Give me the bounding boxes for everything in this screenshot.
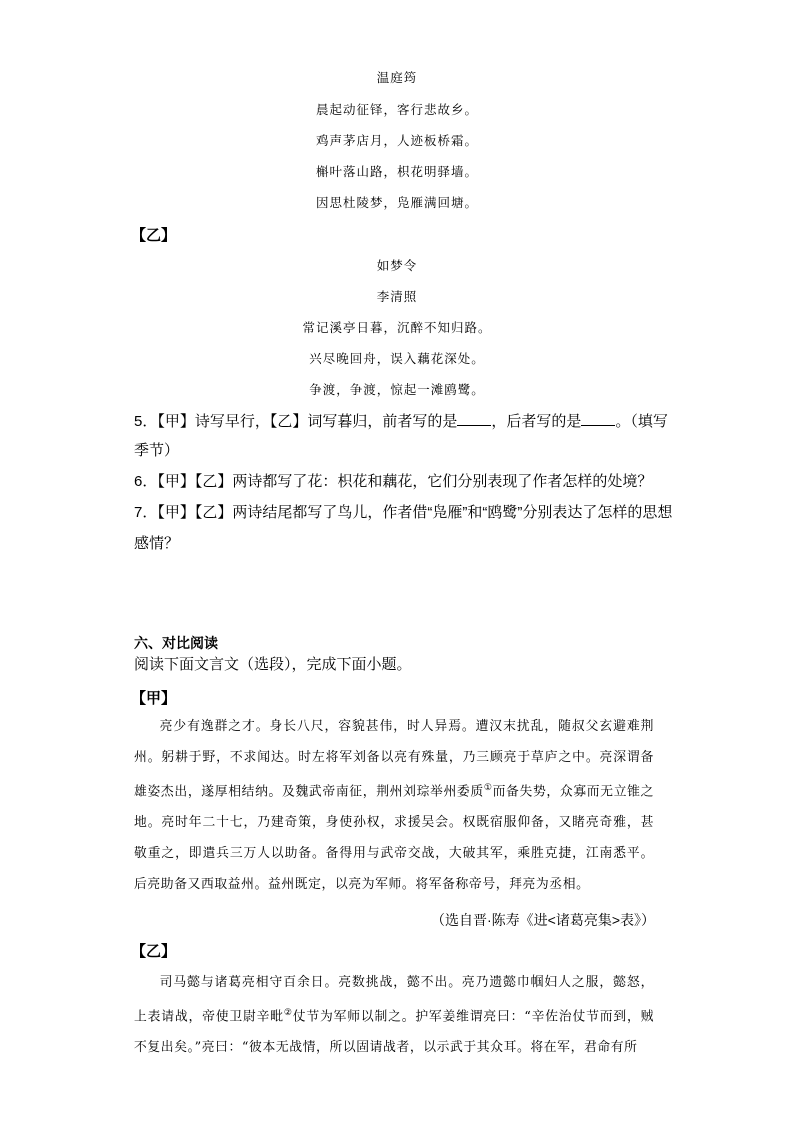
question-5-line-2: 季节） bbox=[134, 442, 180, 459]
passage-yi-text-a: 司马懿与诸葛亮相守百余日。亮数挑战，懿不出。亮乃遗懿巾帼妇人之服，懿怒，上表请战，帝使卫尉辛毗 bbox=[134, 975, 654, 1025]
footnote-marker-1: ① bbox=[483, 783, 493, 793]
footnote-marker-2: ② bbox=[283, 1008, 293, 1018]
poem-yi-label: 【乙】 bbox=[131, 227, 177, 244]
question-7-line-2: 感情？ bbox=[134, 535, 180, 552]
passage-jia-source: （选自晋·陈寿《进<诸葛亮集>表》） bbox=[430, 912, 655, 928]
poem-yi-line-2: 兴尽晚回舟，误入藕花深处。 bbox=[309, 351, 485, 366]
answer-blank-1[interactable] bbox=[457, 413, 491, 426]
poem-jia-line-4: 因思杜陵梦，凫雁满回塘。 bbox=[315, 195, 478, 210]
poem-jia-line-3: 槲叶落山路，枳花明驿墙。 bbox=[315, 164, 478, 179]
answer-blank-2[interactable] bbox=[581, 413, 615, 426]
question-5-line-1 bbox=[134, 413, 668, 429]
section-6-instruction: 阅读下面文言文（选段），完成下面小题。 bbox=[134, 656, 412, 673]
section-6-heading: 六、对比阅读 bbox=[134, 635, 218, 651]
poem-yi-line-3: 争渡，争渡，惊起一滩鸥鹭。 bbox=[309, 382, 485, 397]
poem-yi-title: 如梦令 bbox=[376, 258, 418, 273]
question-5-text-a: 5．【甲】诗写早行，【乙】词写暮归，前者写的是 bbox=[134, 413, 458, 430]
passage-jia-text-b: 而备失势，众寡而无立锥之地。亮时年二十七，乃建奇策，身使孙权，求援吴会。权既宿服仰备，又睹亮奇雅，甚敬重之，即遣兵三万人以助备。备得用与武帝交战，大破其军，乘胜克捷，江南悉平。后亮助备又西取益州。益州既定，以亮为军师。将军备称帝号，拜亮为丞相。 bbox=[134, 784, 655, 893]
poem-yi-author: 李清照 bbox=[376, 289, 418, 304]
question-6: 6．【甲】【乙】两诗都写了花：枳花和藕花，它们分别表现了作者怎样的处境？ bbox=[134, 473, 653, 490]
poem-jia-line-2: 鸡声茅店月，人迹板桥霜。 bbox=[315, 133, 478, 148]
poem-jia-line-1: 晨起动征铎，客行悲故乡。 bbox=[315, 102, 478, 117]
passage-jia-label: 【甲】 bbox=[131, 690, 177, 707]
passage-jia bbox=[134, 711, 654, 900]
passage-jia-text-a: 亮少有逸群之才。身长八尺，容貌甚伟，时人异焉。遭汉末扰乱，随叔父玄避难荆州。躬耕于野，不求闻达。时左将军刘备以亮有殊量，乃三顾亮于草庐之中。亮深谓备雄姿杰出，遂厚相结纳。及魏武帝南征，荆州刘琮举州委质 bbox=[134, 719, 654, 800]
passage-yi-text-b: 仗节为军师以制之。护军姜维谓亮曰：“辛佐治仗节而到，贼不复出矣。”亮曰：“彼本无战情，所以固请战者，以示武于其众耳。将在军，君命有所 bbox=[134, 1009, 655, 1056]
question-7-line-1: 7．【甲】【乙】两诗结尾都写了鸟儿，作者借“凫雁”和“鸥鹭”分别表达了怎样的思想 bbox=[134, 504, 673, 521]
passage-yi bbox=[134, 967, 654, 1063]
passage-yi-label: 【乙】 bbox=[131, 943, 177, 960]
poem-yi-line-1: 常记溪亭日暮，沉醉不知归路。 bbox=[302, 320, 492, 335]
question-5-text-c: 。（填写 bbox=[615, 413, 668, 430]
poem-jia-author: 温庭筠 bbox=[376, 70, 418, 85]
question-5-text-b: ，后者写的是 bbox=[491, 413, 582, 430]
